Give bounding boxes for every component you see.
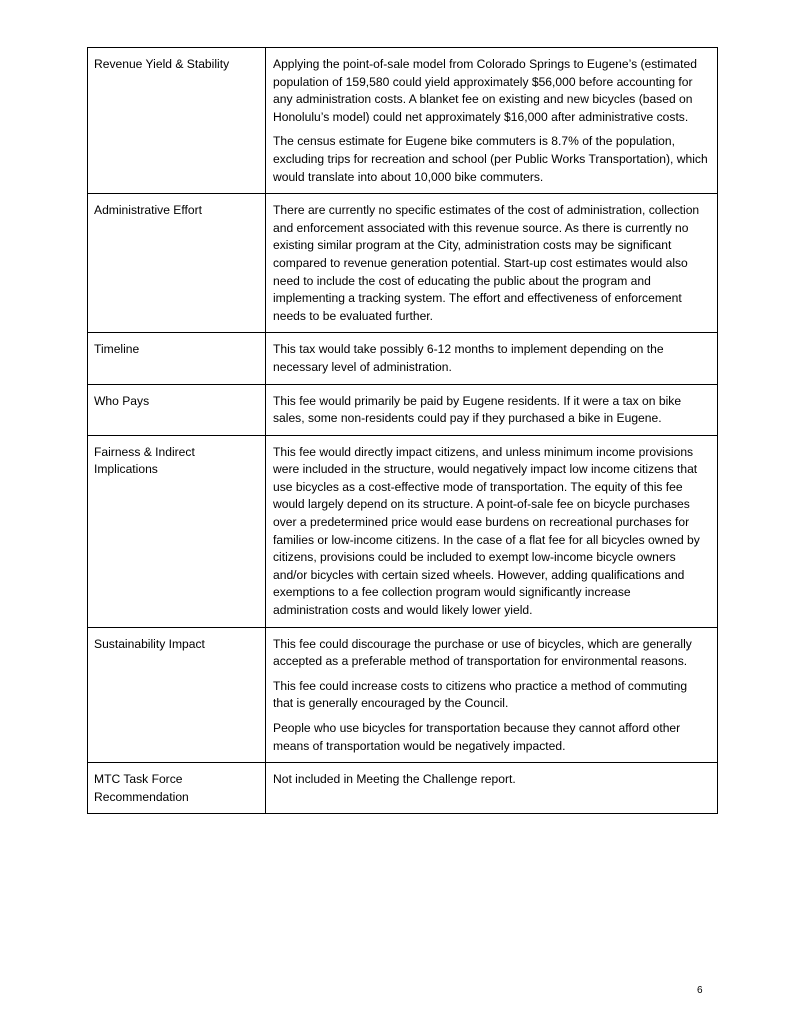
paragraph: This tax would take possibly 6-12 months to implement depending on the necessary level of administration. [273, 342, 664, 374]
row-content [266, 763, 718, 814]
row-label: Fairness & Indirect Implications [88, 435, 266, 627]
table-row [88, 763, 718, 814]
paragraph: This fee would primarily be paid by Eugene residents. If it were a tax on bike sales, some non-residents could pay if they purchased a bike in Eugene. [273, 393, 682, 426]
row-label: Administrative Effort [88, 194, 266, 333]
row-label: Who Pays [88, 384, 266, 435]
row-label: Sustainability Impact [88, 627, 266, 763]
paragraph: People who use bicycles for transportation because they cannot afford other means of transportation would be negatively impacted. [273, 721, 681, 753]
row-label: MTC Task Force Recommendation [88, 763, 266, 814]
paragraph: The census estimate for Eugene bike commuters is 8.7% of the population, excluding trips for recreation and school (per Public Works Transportation), which would translate into about 10,000 bike commuters. [273, 134, 708, 184]
row-label: Revenue Yield & Stability [88, 48, 266, 194]
row-content [266, 333, 718, 384]
table-row [88, 48, 718, 194]
row-content [266, 48, 718, 194]
table-row [88, 435, 718, 627]
row-content [266, 194, 718, 333]
evaluation-table [87, 47, 718, 814]
paragraph: This fee could discourage the purchase or use of bicycles, which are generally accepted as a preferable method of transportation for environmental reasons. [273, 636, 692, 669]
paragraph: Not included in Meeting the Challenge report. [273, 772, 516, 787]
table-row [88, 194, 718, 333]
table-row [88, 333, 718, 384]
table-row [88, 627, 718, 763]
table-row [88, 384, 718, 435]
row-content [266, 384, 718, 435]
paragraph: This fee could increase costs to citizens who practice a method of commuting that is generally encouraged by the Council. [273, 678, 688, 711]
paragraph: This fee would directly impact citizens, and unless minimum income provisions were included in the structure, would negatively impact low income citizens that use bicycles as a cost-effective mode of transportation. The equity of this fee would largely depend on its structure. A point-of-sale fee on bicycle purchases over a predetermined price would ease burdens on recreational purchases for families or low-income citizens. In the case of a flat fee for all bicycles owned by citizens, provisions could be included to exempt low-income bicycle owners and/or bicycles with certain sized wheels. However, adding qualifications and exemptions to a fee collection program would significantly increase administration costs and would likely lower yield. [273, 444, 700, 618]
row-content [266, 627, 718, 763]
page-number: 6 [697, 985, 703, 996]
paragraph: There are currently no specific estimates of the cost of administration, collection and enforcement associated with this revenue source. As there is currently no existing similar program at the City, administration costs may be significant compared to revenue generation potential. Start-up cost estimates would also need to include the cost of educating the public about the program and implementing a tracking system. The effort and effectiveness of enforcement needs to be evaluated further. [273, 203, 700, 323]
row-content [266, 435, 718, 627]
row-label: Timeline [88, 333, 266, 384]
paragraph: Applying the point-of-sale model from Colorado Springs to Eugene’s (estimated population of 159,580 could yield approximately $56,000 before accounting for any administration costs. A blanket fee on existing and new bicycles (based on Honolulu’s model) could net approximately $16,000 after administrative costs. [273, 57, 697, 124]
